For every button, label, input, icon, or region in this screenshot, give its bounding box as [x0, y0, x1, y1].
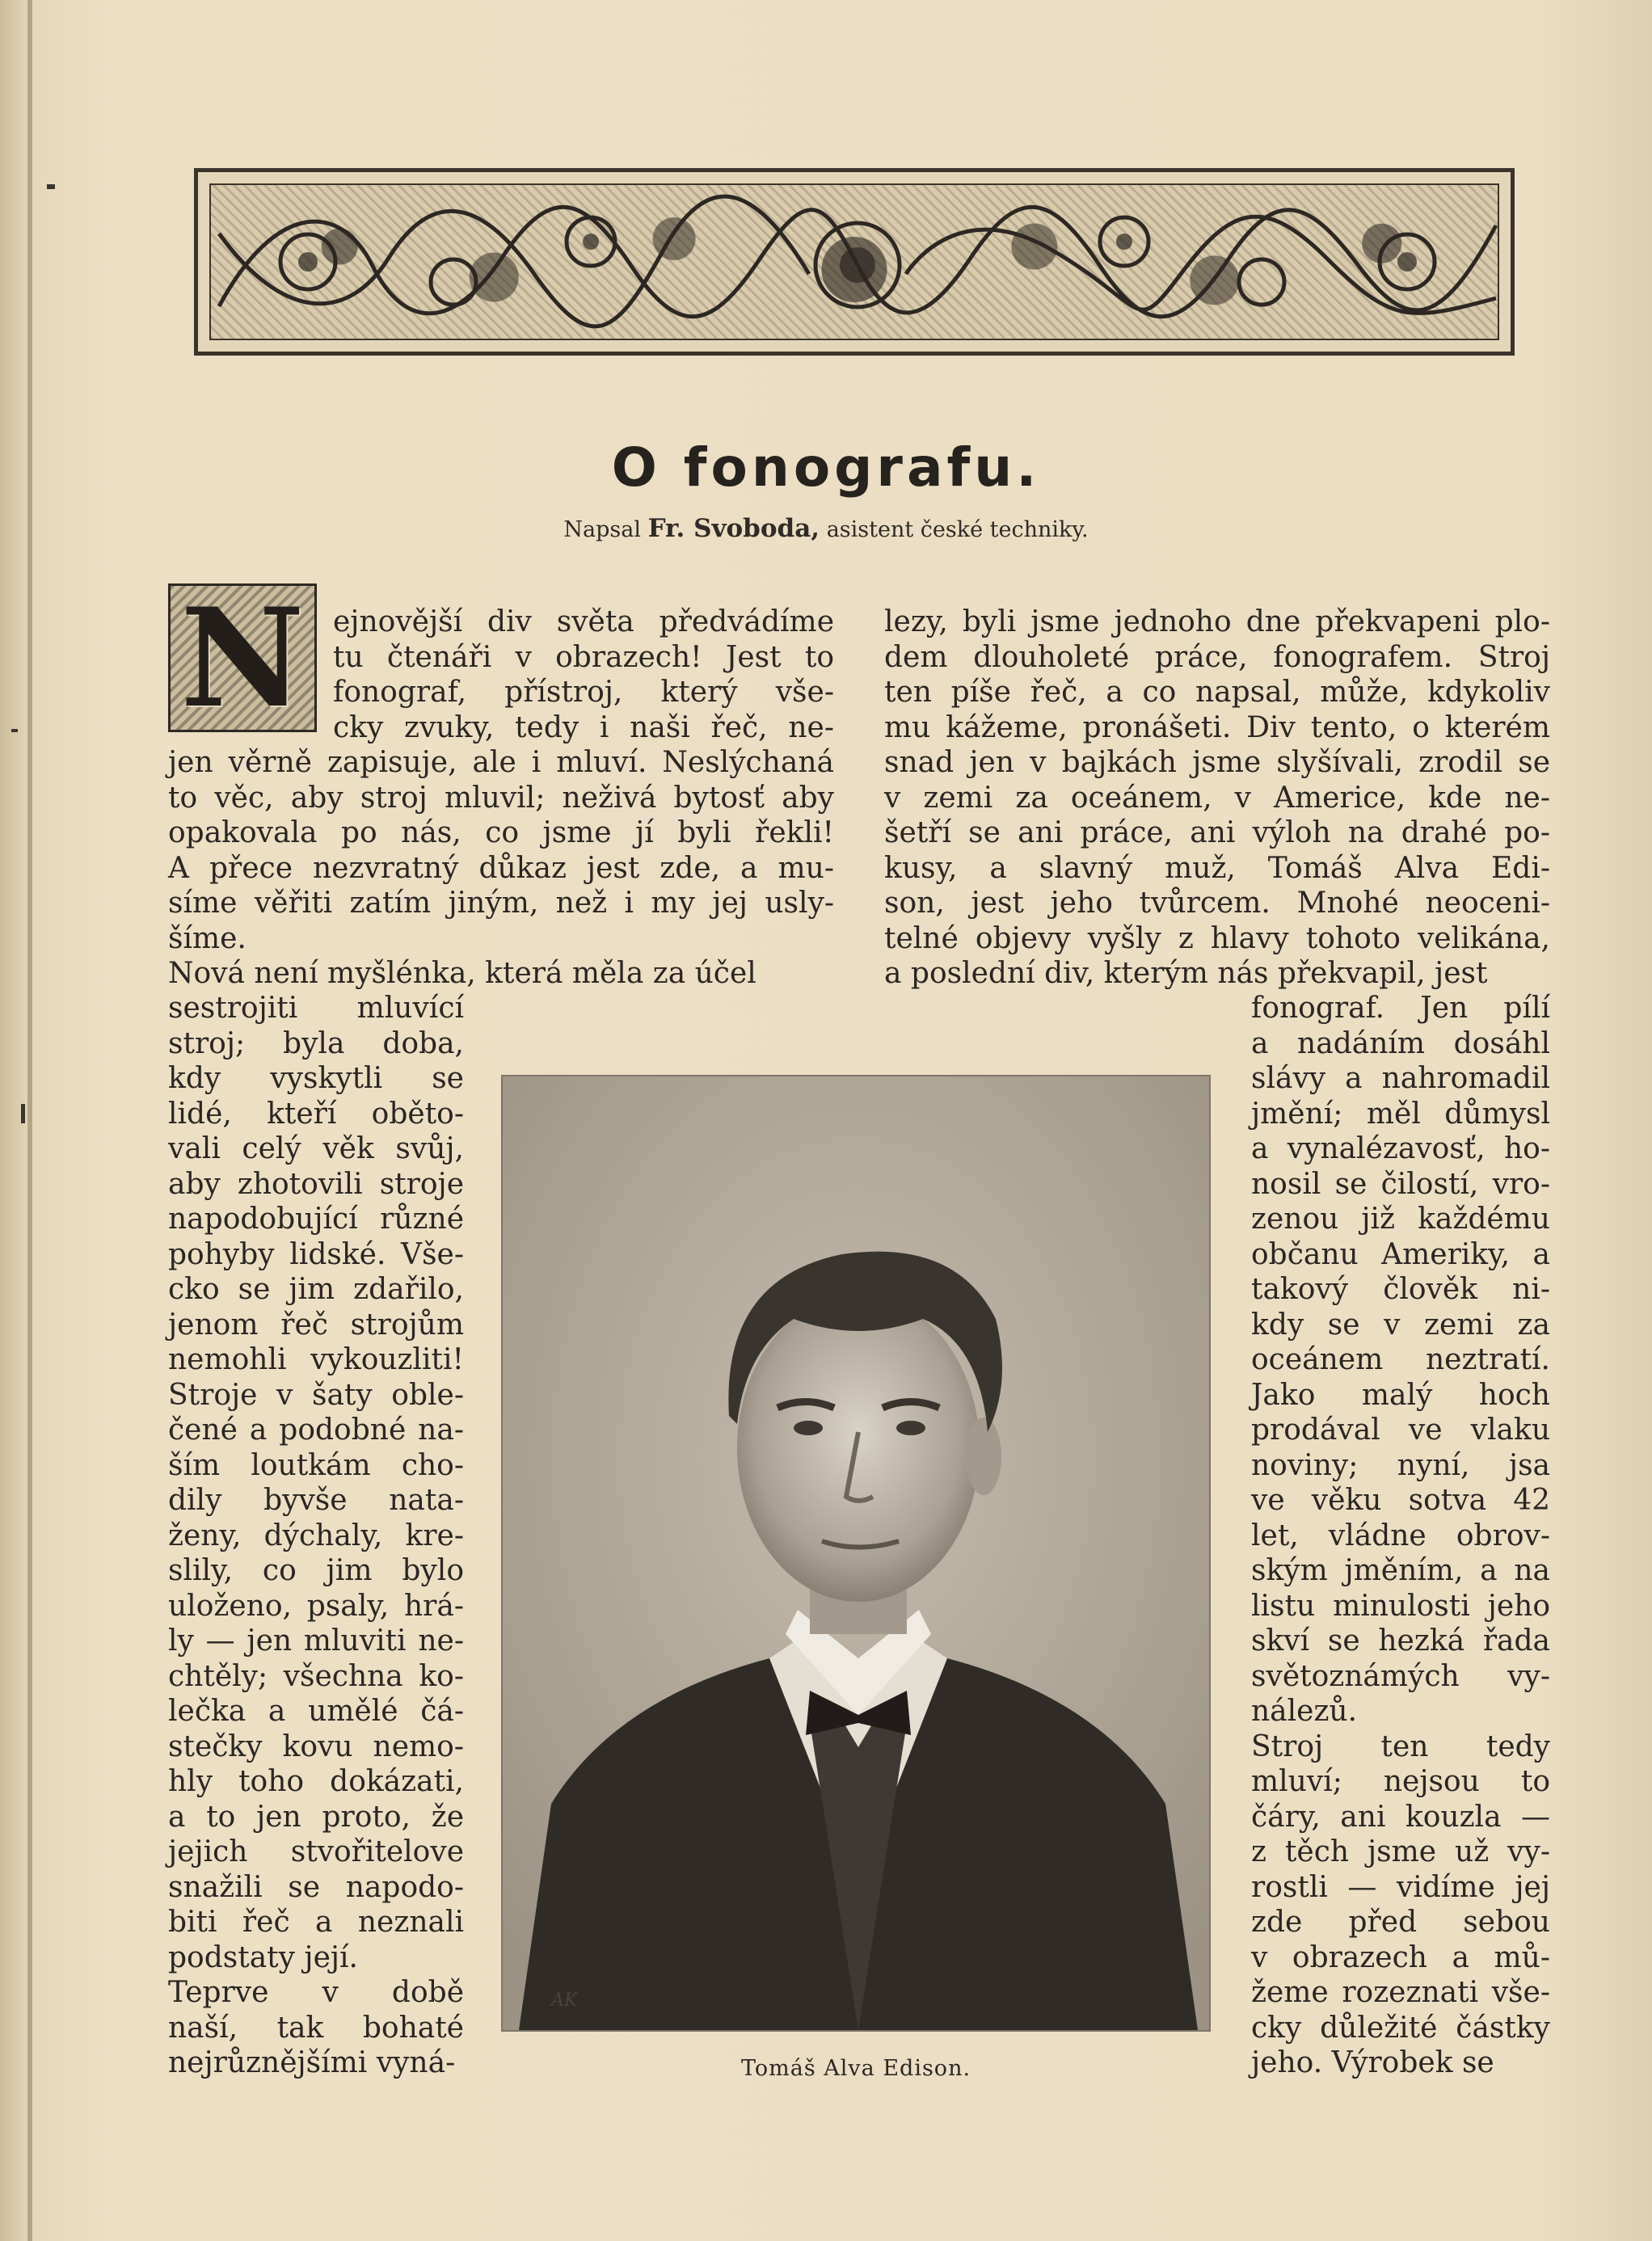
text-line: zde před sebou: [1251, 1906, 1550, 1939]
text-line: ve věku sotva 42: [1251, 1484, 1550, 1517]
text-line: a vynalézavosť, ho-: [1251, 1132, 1550, 1165]
text-line: chtěly; všechna ko-: [168, 1659, 464, 1693]
text-line: Teprve v době: [168, 1976, 464, 2009]
margin-mark: [47, 184, 55, 189]
text-line: nejrůznějšími vyná-: [168, 2046, 456, 2079]
right-column-full: [884, 604, 1550, 992]
text-line: ejnovější div světa předvádíme: [333, 605, 834, 638]
text-line: občanu Ameriky, a: [1251, 1237, 1550, 1271]
text-line: ským jměním, a na: [1251, 1554, 1550, 1587]
text-line: jeho. Výrobek se: [1251, 2046, 1494, 2079]
text-line: biti řeč a neznali: [168, 1906, 464, 1939]
text-line: naší, tak bohaté: [168, 2011, 464, 2045]
left-column-narrow: [168, 991, 464, 2081]
engraver-signature: AK: [551, 1990, 578, 2011]
text-line: aby zhotovili stroje: [168, 1167, 464, 1201]
decorated-initial: [168, 578, 317, 738]
text-line: cko se jim zdařilo,: [168, 1273, 464, 1306]
initial-letter: N: [180, 578, 305, 738]
text-line: a to jen proto, že: [168, 1800, 464, 1834]
text-line: nálezů.: [1251, 1695, 1358, 1728]
text-line: dily byvše nata-: [168, 1484, 464, 1517]
text-line: podstaty její.: [168, 1940, 359, 1974]
text-line: jenom řeč strojům: [168, 1308, 464, 1342]
byline-prefix: Napsal: [563, 517, 641, 542]
text-line: slávy a nahromadil: [1251, 1062, 1550, 1095]
text-line: jen věrně zapisuje, ale i mluví. Neslýchaná: [168, 746, 834, 779]
text-line: žeme rozeznati vše-: [1251, 1976, 1550, 2009]
text-line: oceánem neztratí.: [1251, 1343, 1550, 1376]
text-line: skví se hezká řada: [1251, 1624, 1550, 1658]
text-line: ším loutkám cho-: [168, 1448, 464, 1482]
text-line: Stroje v šaty oble-: [168, 1378, 464, 1412]
figure-caption: Tomáš Alva Edison.: [740, 2056, 971, 2081]
text-line: a nadáním dosáhl: [1251, 1026, 1550, 1060]
text-line: prodával ve vlaku: [1251, 1413, 1550, 1447]
left-column-intro: [333, 604, 834, 745]
text-line: čené a podobné na-: [168, 1413, 464, 1447]
text-line: slily, co jim bylo: [168, 1554, 464, 1587]
text-line: ly — jen mluviti ne-: [168, 1624, 464, 1658]
text-line: ženy, dýchaly, kre-: [168, 1519, 464, 1552]
text-line: mu kážeme, pronášeti. Div tento, o kterém: [884, 710, 1550, 744]
text-line: mluví; nejsou to: [1251, 1765, 1550, 1798]
text-line: nemohli vykouzliti!: [168, 1343, 464, 1376]
text-line: z těch jsme už vy-: [1251, 1835, 1550, 1868]
text-line: napodobující různé: [168, 1203, 464, 1236]
text-line: dem dlouholeté práce, fonografem. Stroj: [884, 640, 1550, 674]
text-line: uloženo, psaly, hrá-: [168, 1589, 464, 1623]
text-line: cky zvuky, tedy i naši řeč, ne-: [333, 710, 834, 744]
text-line: fonograf, přístroj, který vše-: [333, 676, 834, 709]
portrait-engraving: [503, 1076, 1209, 2030]
byline-author: Fr. Svoboda,: [647, 514, 820, 543]
text-line: kdy se v zemi za: [1251, 1308, 1550, 1342]
text-line: snažili se napodo-: [168, 1870, 464, 1904]
margin-mark: [21, 1104, 25, 1123]
binding-edge: [27, 0, 32, 2241]
text-line: síme věřiti zatím jiným, než i my jej usly-: [168, 887, 834, 920]
text-line: vali celý věk svůj,: [168, 1132, 464, 1165]
text-line: pohyby lidské. Vše-: [168, 1237, 464, 1271]
text-line: Nová není myšlénka, která měla za účel: [168, 957, 756, 990]
right-column-narrow: [1251, 991, 1550, 2081]
text-line: cky důležité částky: [1251, 2011, 1550, 2045]
text-line: nosil se čilostí, vro-: [1251, 1167, 1550, 1201]
text-line: telné objevy vyšly z hlavy tohoto velikána,: [884, 921, 1550, 955]
text-line: stečky kovu nemo-: [168, 1729, 464, 1763]
text-line: světoznámých vy-: [1251, 1659, 1550, 1693]
text-line: Jako malý hoch: [1251, 1378, 1550, 1412]
text-line: jmění; měl důmysl: [1251, 1097, 1550, 1131]
text-line: ten píše řeč, a co napsal, může, kdykoliv: [884, 676, 1550, 709]
text-line: A přece nezvratný důkaz jest zde, a mu-: [168, 851, 834, 885]
text-line: tu čtenáři v obrazech! Jest to: [333, 640, 834, 674]
text-line: šíme.: [168, 921, 247, 955]
ornamental-header-band: [194, 168, 1515, 356]
text-line: lečka a umělé čá-: [168, 1695, 464, 1728]
article-byline: [0, 514, 1652, 543]
text-line: v zemi za oceánem, v Americe, kde ne-: [884, 781, 1550, 815]
text-line: opakovala po nás, co jsme jí byli řekli!: [168, 816, 834, 849]
ornament-pattern: [209, 183, 1499, 340]
text-line: let, vládne obrov-: [1251, 1519, 1550, 1552]
margin-mark: [11, 729, 18, 732]
text-line: zenou již každému: [1251, 1203, 1550, 1236]
text-line: listu minulosti jeho: [1251, 1589, 1550, 1623]
text-line: noviny; nyní, jsa: [1251, 1448, 1550, 1482]
text-line: fonograf. Jen pílí: [1251, 992, 1550, 1025]
text-line: son, jest jeho tvůrcem. Mnohé neoceni-: [884, 887, 1550, 920]
text-line: a poslední div, kterým nás překvapil, jest: [884, 957, 1488, 990]
text-line: v obrazech a mů-: [1251, 1940, 1550, 1974]
text-line: takový člověk ni-: [1251, 1273, 1550, 1306]
text-line: stroj; byla doba,: [168, 1026, 464, 1060]
ornament-scrollwork: [211, 185, 1504, 345]
text-line: snad jen v bajkách jsme slyšívali, zrodil se: [884, 746, 1550, 779]
text-line: jejich stvořitelove: [168, 1835, 464, 1868]
text-line: kdy vyskytli se: [168, 1062, 464, 1095]
edison-portrait: [501, 1075, 1211, 2032]
text-line: lezy, byli jsme jednoho dne překvapeni plo-: [884, 605, 1550, 638]
left-column-full: [168, 745, 834, 992]
text-line: rostli — vidíme jej: [1251, 1870, 1550, 1904]
text-line: hly toho dokázati,: [168, 1765, 464, 1798]
text-line: šetří se ani práce, ani výloh na drahé po-: [884, 816, 1550, 849]
article-title: O fonografu.: [611, 436, 1041, 499]
text-line: lidé, kteří oběto-: [168, 1097, 464, 1131]
text-line: sestrojiti mluvící: [168, 992, 464, 1025]
text-line: Stroj ten tedy: [1251, 1729, 1550, 1763]
text-line: to věc, aby stroj mluvil; neživá bytosť aby: [168, 781, 834, 815]
text-line: čáry, ani kouzla —: [1251, 1800, 1550, 1834]
text-line: kusy, a slavný muž, Tomáš Alva Edi-: [884, 851, 1550, 885]
byline-suffix: asistent české techniky.: [826, 517, 1089, 542]
